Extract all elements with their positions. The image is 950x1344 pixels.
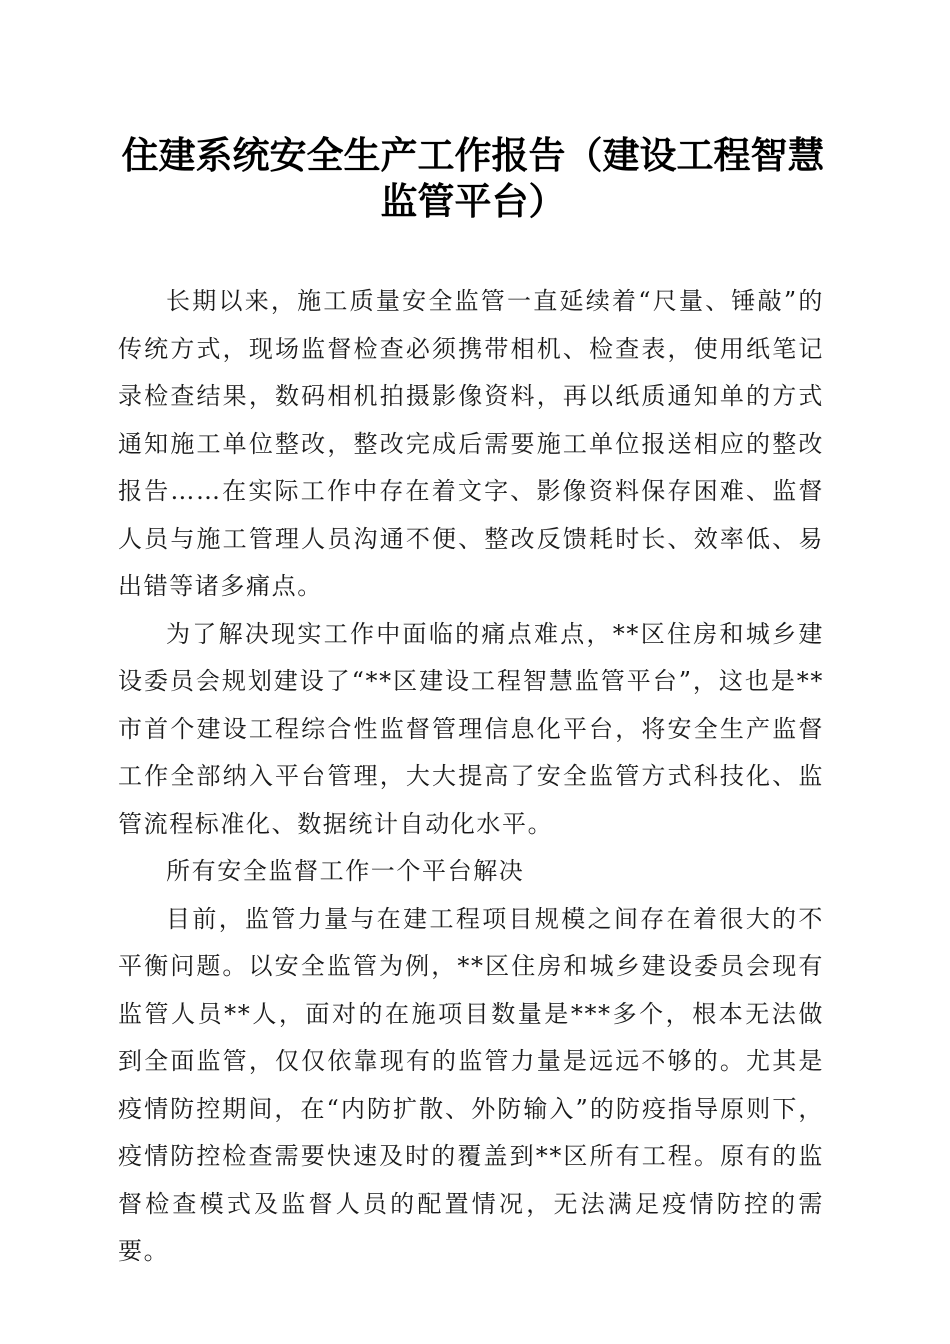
document-title: 住建系统安全生产工作报告（建设工程智慧监管平台）	[121, 133, 825, 223]
document-body	[118, 278, 824, 1276]
paragraph-background: 长期以来，施工质量安全监管一直延续着“尺量、锤敲”的传统方式，现场监督检查必须携带相机、检查表，使用纸笔记录检查结果，数码相机拍摄影像资料，再以纸质通知单的方式通知施工单位整改，整改完成后需要施工单位报送相应的整改报告……在实际工作中存在着文字、影像资料保存困难、监督人员与施工管理人员沟通不便、整改反馈耗时长、效率低、易出错等诸多痛点。	[118, 287, 824, 600]
paragraph-current-situation: 目前，监管力量与在建工程项目规模之间存在着很大的不平衡问题。以安全监管为例，**区住房和城乡建设委员会现有监管人员**人，面对的在施项目数量是***多个，根本无法做到全面监管，仅仅依靠现有的监管力量是远远不够的。尤其是疫情防控期间，在“内防扩散、外防输入”的防疫指导原则下，疫情防控检查需要快速及时的覆盖到**区所有工程。原有的监督检查模式及监督人员的配置情况，无法满足疫情防控的需要。	[118, 904, 824, 1265]
paragraph-platform-intro: 为了解决现实工作中面临的痛点难点，**区住房和城乡建设委员会规划建设了“**区建设工程智慧监管平台”，这也是**市首个建设工程综合性监督管理信息化平台，将安全生产监督工作全部纳入平台管理，大大提高了安全监管方式科技化、监管流程标准化、数据统计自动化水平。	[118, 619, 824, 838]
section-heading: 所有安全监督工作一个平台解决	[166, 857, 525, 885]
